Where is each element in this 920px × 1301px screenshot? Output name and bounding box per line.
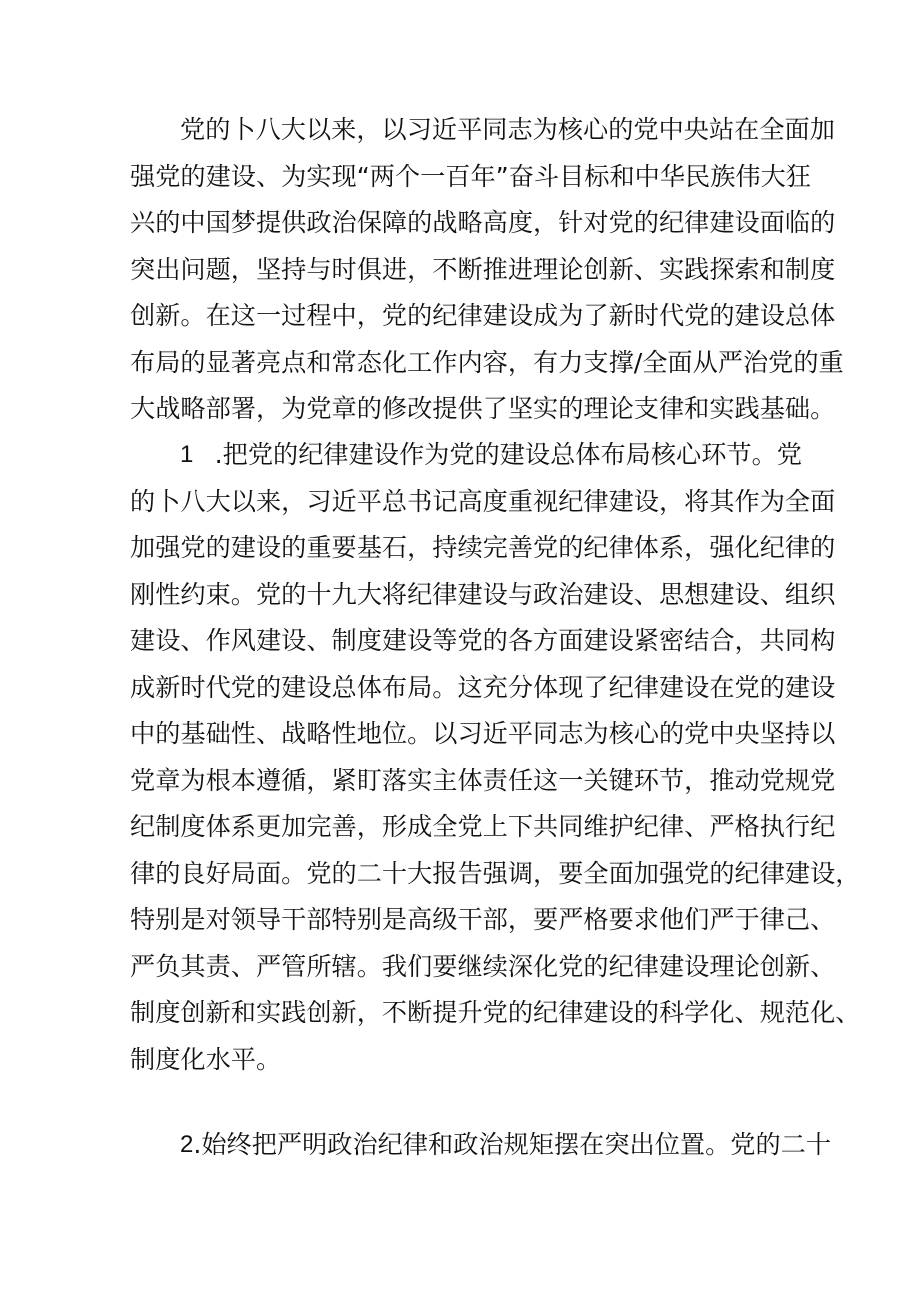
section-1-line-1: 的卜八大以来，习近平总书记高度重视纪律建设，将其作为全面 (130, 487, 836, 516)
section-1-line-6: 中的基础性、战略性地位。以习近平同志为核心的党中央坚持以 (130, 719, 836, 748)
intro-line-2: 强党的建设、为实现“两个一百年”奋斗目标和中华民族伟大狂 (130, 162, 811, 191)
section-2-first-line: .始终把严明政治纪律和政治规矩摆在突出位置。党的二十 (193, 1130, 832, 1159)
section-1-line-7: 党章为根本遵循，紧盯落实主体责任这一关键环节，推动党规党 (130, 766, 836, 795)
section-1-line-8: 纪制度体系更加完善，形成全党上下共同维护纪律、严格执行纪 (130, 812, 836, 841)
section-1-line-3: 刚性约束。党的十九大将纪律建设与政治建设、思想建设、组织 (130, 580, 836, 609)
intro-line-5: 创新。在这一过程中，党的纪律建设成为了新时代党的建设总体 (130, 301, 836, 330)
section-1-line-4: 建设、作风建设、制度建设等党的各方面建设紧密结合，共同构 (130, 626, 836, 655)
section-2-number: 2 (180, 1131, 194, 1158)
section-1-number: 1 (180, 441, 194, 468)
intro-line-7: 大战略部署，为党章的修改提供了坚实的理论支律和实践基础。 (130, 394, 836, 423)
intro-line-4: 突出问题，坚持与时俱进，不断推进理论创新、实践探索和制度 (130, 255, 836, 284)
section-1-line-5: 成新时代党的建设总体布局。这充分体现了纪律建设在党的建设 (130, 673, 836, 702)
intro-line-1: 党的卜八大以来，以习近平同志为核心的党中央站在全面加 (180, 115, 835, 144)
section-1-last-line: 制度化水平。 (130, 1045, 282, 1074)
section-1-line-11: 严负其责、严管所辖。我们要继续深化党的纪律建设理论创新、 (130, 952, 836, 981)
intro-line-3: 兴的中国梦提供政治保障的战略高度，针对党的纪律建设面临的 (130, 208, 836, 237)
section-1-line-9: 律的良好局面。党的二十大报告强调，要全面加强党的纪律建设， (130, 859, 861, 888)
section-1-line-2: 加强党的建设的重要基石，持续完善党的纪律体系，强化纪律的 (130, 533, 836, 562)
section-1-line-12: 制度创新和实践创新，不断提升党的纪律建设的科学化、规范化、 (130, 998, 861, 1027)
section-1-first-line: .把党的纪律建设作为党的建设总体布局核心环节。党 (214, 440, 802, 469)
section-1-line-10: 特别是对领导干部特别是高级干部，要严格要求他们严于律己、 (130, 905, 836, 934)
section-2-heading-line (180, 1126, 832, 1164)
section-1-heading-line (180, 436, 802, 474)
intro-line-6: 布局的显著亮点和常态化工作内容，有力支撑/全面从严治党的重 (130, 348, 844, 377)
